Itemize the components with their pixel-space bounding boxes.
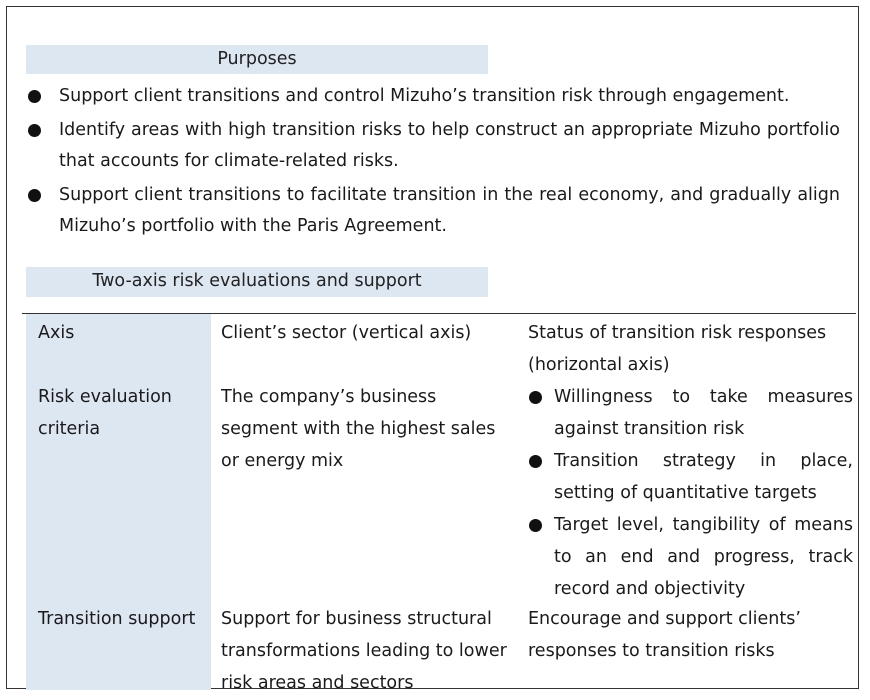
criteria-item — [528, 381, 853, 445]
purpose-item — [7, 180, 860, 242]
criteria-item — [528, 445, 853, 509]
bullet-icon — [529, 455, 542, 468]
criteria-text: Willingness to take measures against transition risk — [554, 387, 853, 439]
header-axis: Axis — [38, 323, 75, 343]
criteria-item — [528, 509, 853, 605]
transition-support-horizontal: Encourage and support clients’ responses to transition risks — [528, 609, 801, 661]
bullet-icon — [529, 391, 542, 404]
document-frame — [6, 6, 859, 693]
risk-evaluation-horizontal-list — [528, 381, 853, 605]
purpose-text: Support client transitions to facilitate transition in the real economy, and gradually align Mizuho’s portfolio with the Paris Agreement. — [59, 185, 840, 236]
purpose-text: Identify areas with high transition risks to help construct an appropriate Mizuho portfolio that accounts for climate-related risks. — [59, 120, 840, 171]
risk-evaluation-label: Risk evaluation criteria — [38, 387, 172, 439]
purpose-text: Support client transitions and control Mizuho’s transition risk through engagement. — [59, 86, 790, 106]
header-horizontal-axis: Status of transition risk responses (horizontal axis) — [528, 323, 827, 375]
bullet-icon — [28, 90, 41, 103]
purposes-heading: Purposes — [26, 45, 488, 74]
transition-support-vertical: Support for business structural transformations leading to lower risk areas and sectors — [221, 609, 507, 693]
header-vertical-axis: Client’s sector (vertical axis) — [221, 323, 472, 343]
risk-evaluation-vertical: The company’s business segment with the highest sales or energy mix — [221, 387, 496, 471]
purpose-item — [7, 115, 860, 177]
bullet-icon — [529, 519, 542, 532]
criteria-text: Transition strategy in place, setting of quantitative targets — [554, 451, 853, 503]
transition-support-label: Transition support — [38, 609, 196, 629]
criteria-text: Target level, tangibility of means to an end and progress, track record and objectivity — [554, 515, 853, 599]
two-axis-heading: Two-axis risk evaluations and support — [26, 267, 488, 297]
bullet-icon — [28, 124, 41, 137]
purposes-list — [7, 81, 860, 245]
purpose-item — [7, 81, 860, 112]
bullet-icon — [28, 189, 41, 202]
